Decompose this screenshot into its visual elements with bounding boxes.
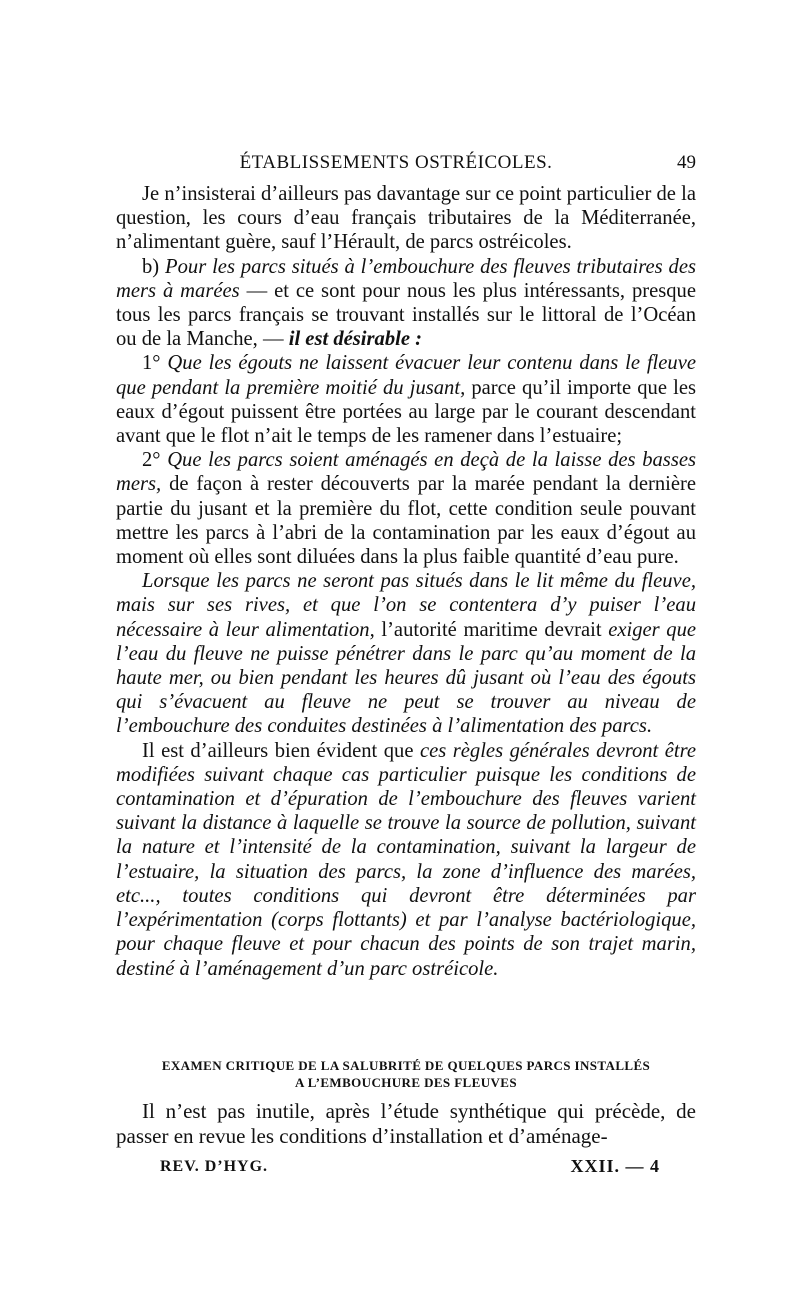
text-run: parce qu’il importe que les eaux d’égout puissent être portées au large par le courant descendant avant que le flot n’ait le temps de les ramener dans l’estuaire;	[116, 376, 696, 448]
text-run: 2°	[142, 449, 168, 472]
italic-run: exiger que l’eau du fleuve ne puisse pénétrer dans le parc qu’au moment de la haute mer, ou bien pendant les heures dû jusant où l’eau des égouts qui s’évacuent au fleuve ne peut se trouver au niveau de l’embouchure des conduites destinées à l’alimentation des parcs.	[116, 618, 697, 738]
paragraph	[116, 182, 696, 255]
text-run: 1°	[142, 352, 168, 375]
text-run: de façon à rester découverts par la marée pendant la dernière partie du jusant et la première du flot, cette condition seule pouvant mettre les parcs à l’abri de la contamination par les eaux d’égout au moment où elles sont diluées dans la plus faible quantité d’eau pure.	[116, 473, 696, 569]
page-footer	[160, 1158, 660, 1184]
body-text	[116, 182, 696, 981]
running-header	[116, 152, 696, 182]
paragraph	[116, 351, 696, 448]
final-paragraph: Il n’est pas inutile, après l’étude synthétique qui précède, de passer en revue les conditions d’installation et d’aménage-	[116, 1099, 696, 1148]
paragraph	[116, 739, 696, 981]
text-run: Je n’insisterai d’ailleurs pas davantage sur ce point particulier de la question, les cours d’eau français tributaires de la Méditerranée, n’alimentant guère, sauf l’Hérault, de parcs ostréicoles.	[116, 183, 696, 254]
paragraph	[116, 569, 696, 738]
italic-run: Lorsque les parcs ne seront pas situés dans le lit même du fleuve, mais sur ses rives, et que l’on se contentera d’y puiser l’eau nécessaire à leur alimentation,	[116, 570, 696, 641]
italic-run: Que les égouts ne laissent évacuer leur contenu dans le fleuve que pendant la première moitié du jusant,	[116, 352, 697, 399]
volume-signature: XXII. — 4	[570, 1156, 660, 1176]
running-title: ÉTABLISSEMENTS OSTRÉICOLES.	[239, 152, 553, 173]
text-run: l’autorité maritime devrait	[374, 618, 609, 641]
section-heading	[116, 1058, 696, 1091]
journal-signature: REV. D’HYG.	[160, 1158, 269, 1175]
text-run: b)	[142, 255, 166, 278]
section-heading-line-2: A L’EMBOUCHURE DES FLEUVES	[295, 1074, 517, 1090]
italic-run: ces règles générales devront être modifiées suivant chaque cas particulier puisque les conditions de contamination et d’épuration de l’embouchure des fleuves varient suivant la distance à laquelle se trouve la source de pollution, suivant la nature et l’intensité de la contamination, suivant la largeur de l’estuaire, la situation des parcs, la zone d’influence des marées, etc..., toutes conditions qui devront être déterminées par l’expérimentation (corps flottants) et par l’analyse bactériologique, pour chaque fleuve et pour chacun des points de son trajet marin, destiné à l’aménagement d’un parc ostréicole.	[116, 739, 696, 980]
paragraph	[116, 448, 696, 569]
text-run: — et ce sont pour nous les plus intéressants, presque tous les parcs français se trouvant installés sur le littoral de l’Océan ou de la Manche, —	[116, 279, 696, 351]
page-number: 49	[677, 152, 696, 173]
final-text	[116, 1099, 696, 1149]
paragraph	[116, 255, 696, 352]
italic-run: Que les parcs soient aménagés en deçà de la laisse des basses mers,	[116, 449, 696, 496]
italic-run: Pour les parcs situés à l’embouchure des fleuves tributaires des mers à marées	[116, 255, 696, 302]
text-run: Il est d’ailleurs bien évident que	[142, 739, 420, 762]
bold-italic-run: il est désirable :	[288, 328, 422, 351]
section-heading-line-1: EXAMEN CRITIQUE DE LA SALUBRITÉ DE QUELQUES PARCS INSTALLÉS	[161, 1058, 651, 1073]
